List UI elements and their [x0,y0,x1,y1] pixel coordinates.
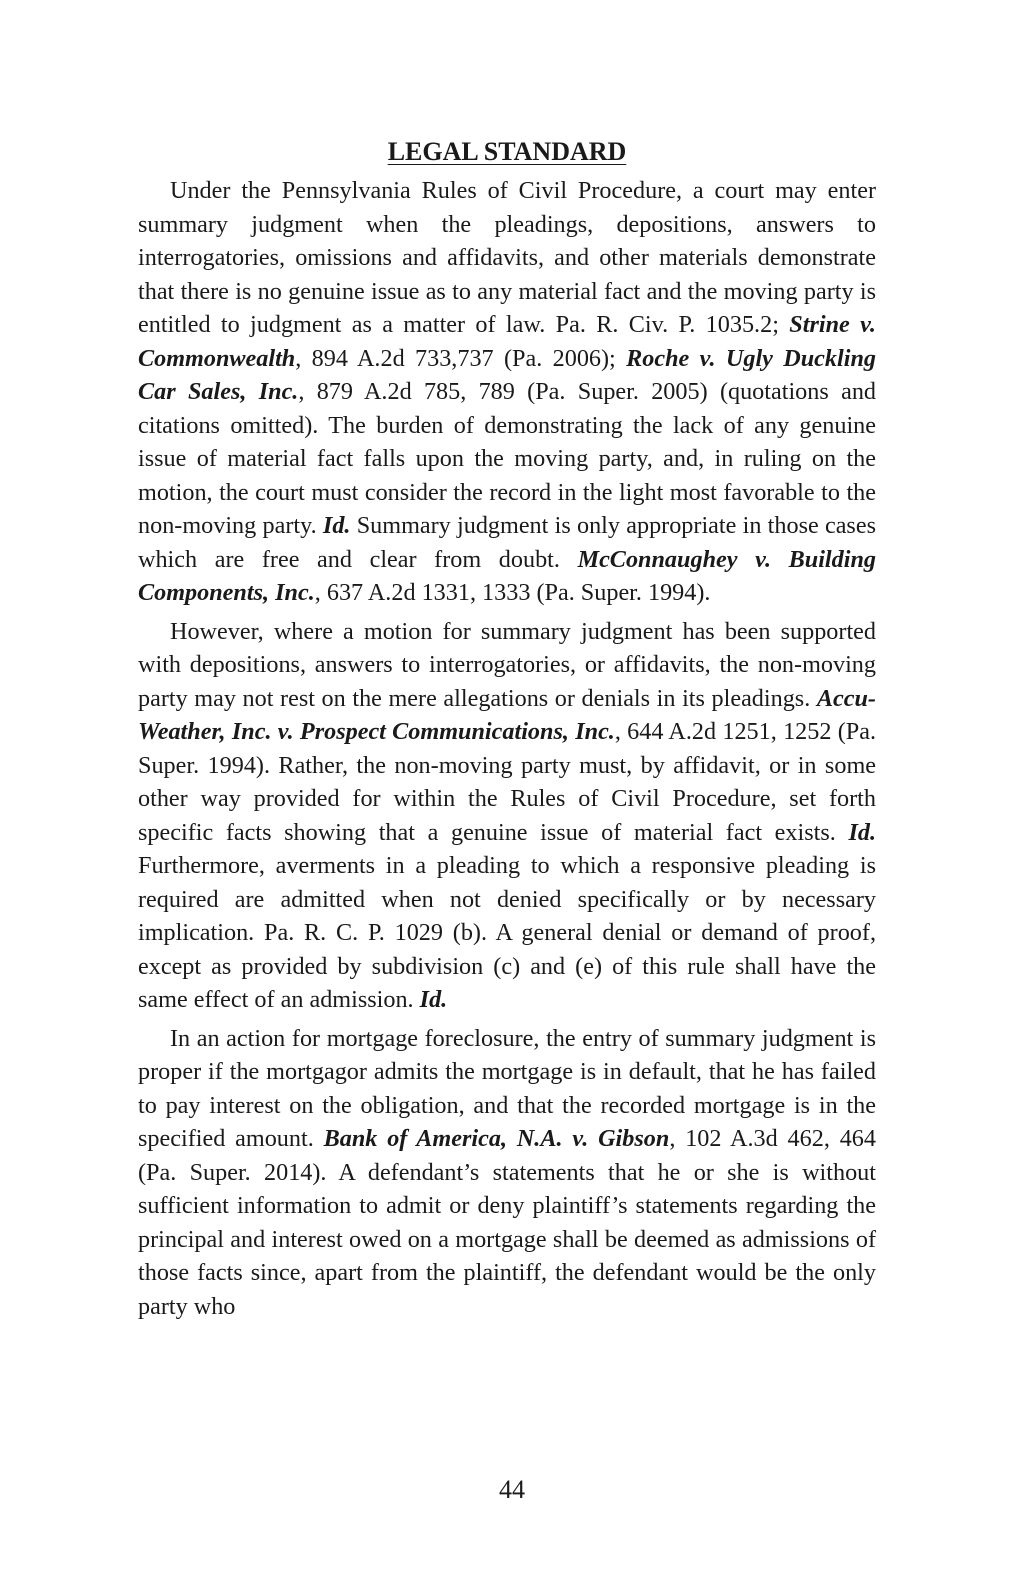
case-citation: Id. [848,818,876,846]
case-citation: Accu-Weather, Inc. v. Prospect Communications, Inc. [138,684,876,745]
text-segment: , 644 A.2d 1251, 1252 (Pa. Super. 1994). Rather, the non-moving party must, by affidavit, or in some other way provided for within the Rules of Civil Procedure, set forth specific facts showing that a genuine issue of material fact exists. [138,718,877,846]
text-segment: Under the Pennsylvania Rules of Civil Procedure, a court may enter summary judgment when the pleadings, depositions, answers to interrogatories, omissions and affidavits, and other materials demonstrate that there is no genuine issue as to any material fact and the moving party is entitled to judgment as a matter of law. Pa. R. Civ. P. 1035.2; [138,177,876,338]
case-citation: McConnaughey v. Building Components, Inc. [138,545,876,606]
paragraph-summary-judgment-standard [138,174,876,610]
paragraph-non-moving-party [138,615,876,1017]
text-segment: , 102 A.3d 462, 464 (Pa. Super. 2014). A defendant’s statements that he or she is without sufficient information to admit or deny plaintiff’s statements regarding the principal and interest owed on a mortgage shall be deemed as admissions of those facts since, apart from the plaintiff, the defendant would be the only party who [138,1125,876,1320]
text-segment: , 637 A.2d 1331, 1333 (Pa. Super. 1994). [314,579,711,606]
page-body [138,132,876,1328]
case-citation: Bank of America, N.A. v. Gibson [323,1125,670,1152]
text-segment: , 894 A.2d 733,737 (Pa. 2006); [295,344,627,372]
text-segment: , 879 A.2d 785, 789 (Pa. Super. 2005) (quotations and citations omitted). The burden of demonstrating the lack of any genuine issue of material fact falls upon the moving party, and, in ruling on the motion, the court must consider the record in the light most favorable to the non-moving party. [138,378,877,539]
case-citation: Strine v. Commonwealth [138,311,876,372]
text-segment: Summary judgment is only appropriate in those cases which are free and clear from doubt. [138,512,876,573]
page-number: 44 [499,1475,525,1504]
case-citation: Roche v. Ugly Duckling Car Sales, Inc. [138,344,876,405]
text-segment: Furthermore, averments in a pleading to which a responsive pleading is required are admitted when not denied specifically or by necessary implication. Pa. R. C. P. 1029 (b). A general denial or demand of proof, except as provided by subdivision (c) and (e) of this rule shall have the same effect of an admission. [138,852,876,1013]
case-citation: Id. [419,986,448,1013]
section-heading: LEGAL STANDARD [387,137,627,166]
case-citation: Id. [322,512,351,539]
text-segment: In an action for mortgage foreclosure, the entry of summary judgment is proper if the mortgagor admits the mortgage is in default, that he has failed to pay interest on the obligation, and that the recorded mortgage is in the specified amount. [138,1024,876,1152]
paragraph-mortgage-foreclosure [138,1022,876,1324]
text-segment: However, where a motion for summary judgment has been supported with depositions, answers to interrogatories, or affidavits, the non-moving party may not rest on the mere allegations or denials in its pleadings. [138,617,876,712]
